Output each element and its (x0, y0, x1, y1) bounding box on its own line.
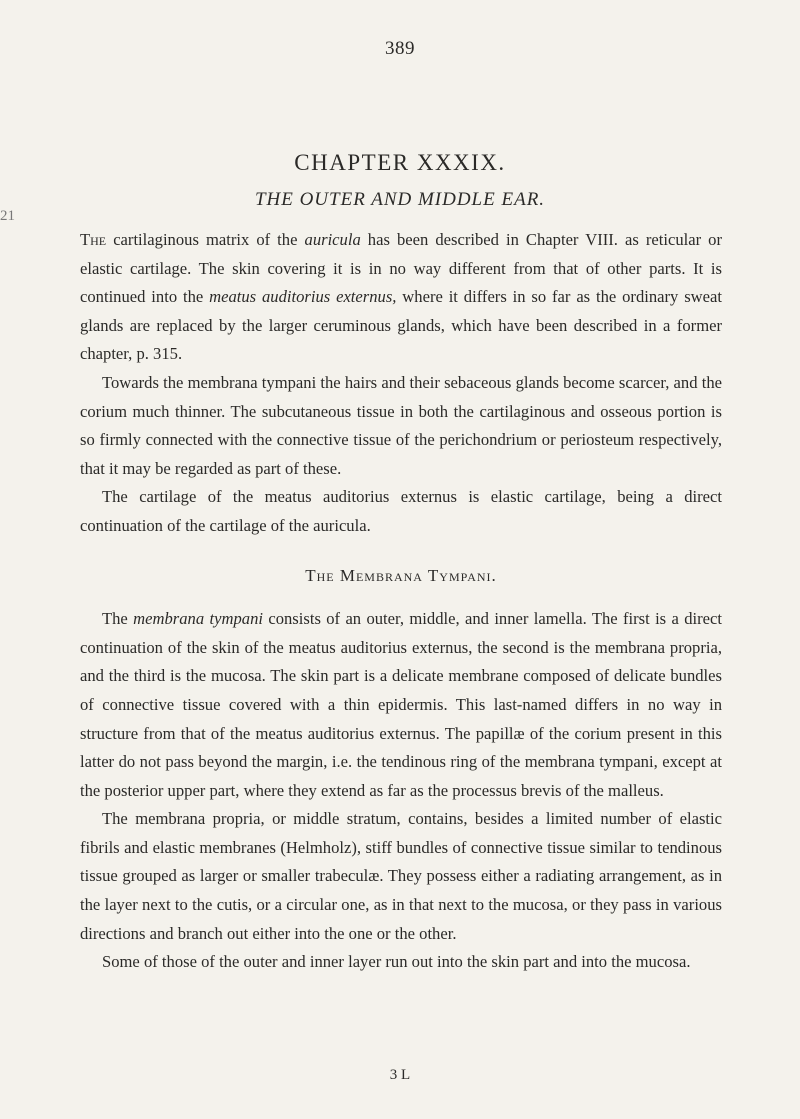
para4-text-2: consists of an outer, middle, and inner lamella. The first is a direct continuation of the skin of the meatus auditorius externus, the second is the membrana propria, and the third is the mucosa. The skin part is a delicate membrane composed of delicate bundles of connective tissue covered with a thin epidermis. This last-named differs in no way in structure from that of the meatus auditorius externus. The papillæ of the corium present in this latter do not pass beyond the margin, i.e. the tendinous ring of the membrana tympani, except at the posterior upper part, where they extend as far as the processus brevis of the malleus. (80, 609, 722, 800)
term-meatus: meatus auditorius externus, (209, 287, 397, 307)
para1-text-3: where it differs in so far as the ordinary sweat glands are replaced by the larger ceruminous glands, which have been described in a former chapter, p. 315. (80, 287, 722, 364)
paragraph-2: Towards the membrana tympani the hairs and their sebaceous glands become scarcer, and the corium much thinner. The subcutaneous tissue in both the cartilaginous and osseous portion is so firmly connected with the connective tissue of the perichondrium or periosteum respectively, that it may be regarded as part of these. (80, 372, 722, 478)
term-membrana-tympani: membrana tympani (133, 609, 263, 629)
body-text (80, 226, 722, 977)
section-heading: The Membrana Tympani. (305, 565, 497, 585)
para1-text-2: has been described in Chapter VIII. as reticular or elastic cartilage. The skin covering it is in no way different from that of other parts. It is continued into the (80, 230, 722, 307)
para4-text-1: The (102, 609, 134, 629)
paragraph-4 (80, 605, 722, 805)
page-number: 389 (385, 38, 415, 59)
signature-mark: 3 L (389, 1067, 411, 1083)
term-auricula: auricula (304, 230, 361, 249)
chapter-heading: CHAPTER XXXIX. (294, 150, 506, 175)
chapter-title: THE OUTER AND MIDDLE EAR. (254, 189, 546, 210)
lead-word: The (80, 230, 107, 249)
margin-mark: 21 (0, 208, 15, 224)
para1-text-1: cartilaginous matrix of the (106, 230, 305, 249)
paragraph-6: Some of those of the outer and inner layer run out into the skin part and into the mucosa. (102, 952, 691, 972)
paragraph-1 (80, 226, 722, 369)
paragraph-5: The membrana propria, or middle stratum, contains, besides a limited number of elastic fibrils and elastic membranes (Helmholz), stiff bundles of connective tissue similar to tendinous tissue grouped as larger or smaller trabeculæ. They possess either a radiating arrangement, as in the layer next to the cutis, or a circular one, as in that next to the mucosa, or they pass in various directions and branch out either into the one or the other. (80, 809, 722, 943)
paragraph-3: The cartilage of the meatus auditorius externus is elastic cartilage, being a direct continuation of the cartilage of the auricula. (80, 487, 722, 535)
